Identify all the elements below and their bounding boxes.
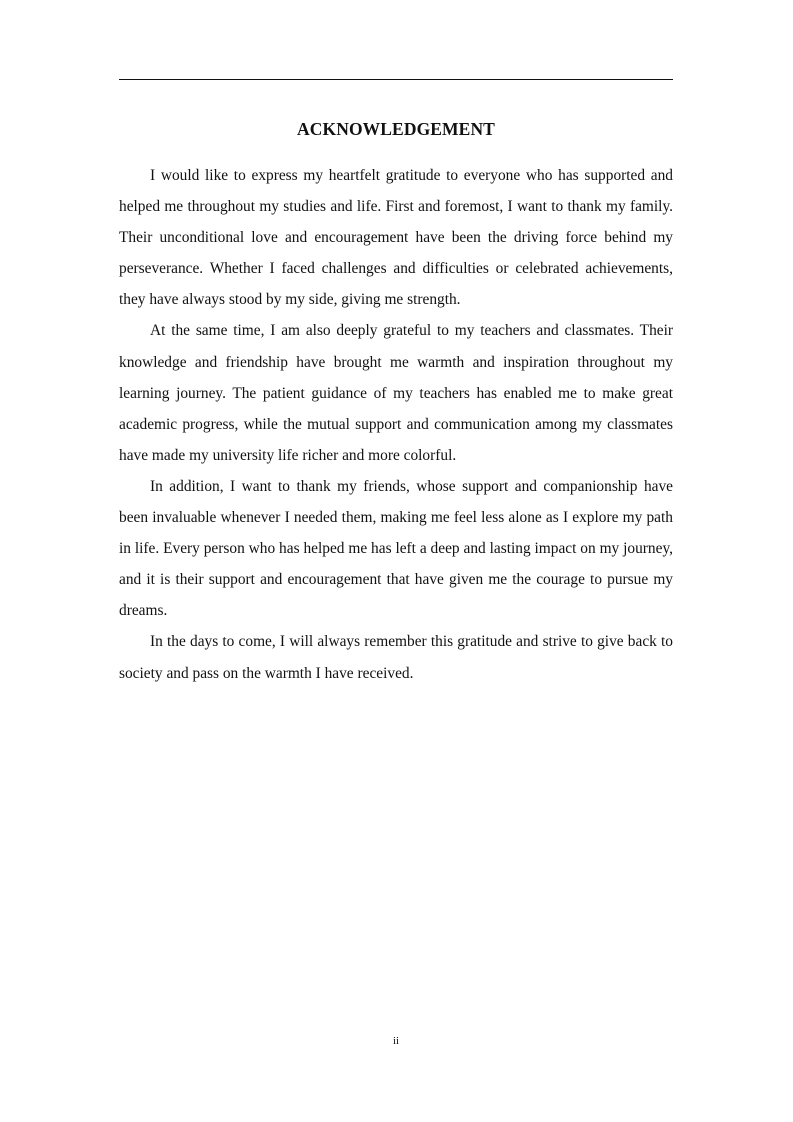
page-number: ii (392, 1035, 400, 1047)
paragraph-2: At the same time, I am also deeply grateful to my teachers and classmates. Their knowledge and friendship have brought me warmth and inspiration throughout my learning journey. The patient guidance of my teachers has enabled me to make great academic progress, while the mutual support and communication among my classmates have made my university life richer and more colorful. (119, 322, 673, 464)
paragraph-4: In the days to come, I will always remember this gratitude and strive to give back to society and pass on the warmth I have received. (119, 633, 673, 682)
acknowledgement-body (119, 160, 673, 689)
header-rule (119, 79, 673, 80)
paragraph-3: In addition, I want to thank my friends, whose support and companionship have been invaluable whenever I needed them, making me feel less alone as I explore my path in life. Every person who has helped me has left a deep and lasting impact on my journey, and it is their support and encouragement that have given me the courage to pursue my dreams. (119, 477, 673, 620)
paragraph-1: I would like to express my heartfelt gratitude to everyone who has supported and helped me throughout my studies and life. First and foremost, I want to thank my family. Their unconditional love and encouragement have been the driving force behind my perseverance. Whether I faced challenges and difficulties or celebrated achievements, they have always stood by my side, giving me strength. (119, 167, 673, 309)
page-title: ACKNOWLEDGEMENT (297, 118, 495, 139)
